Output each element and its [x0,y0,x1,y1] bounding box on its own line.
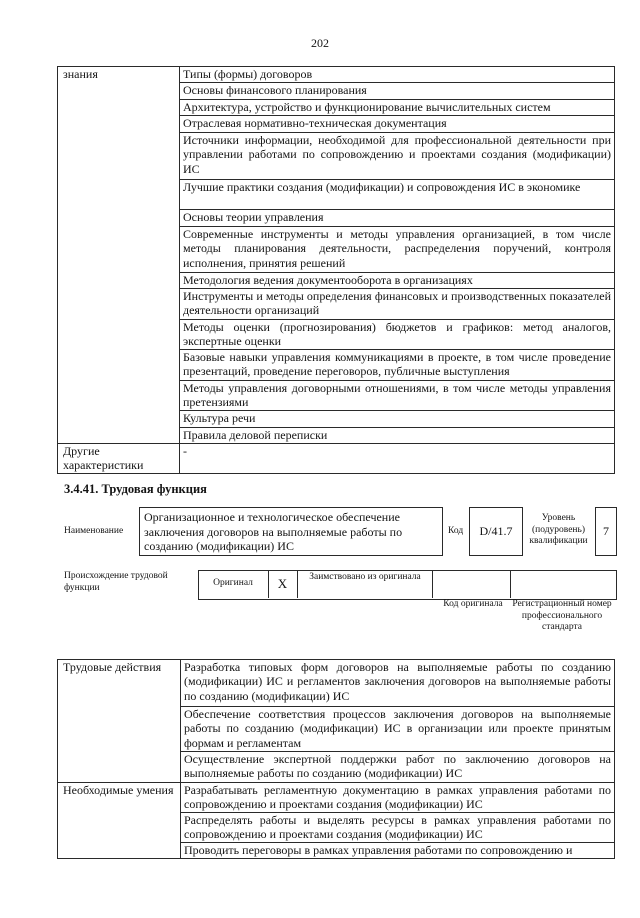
original-mark: X [277,576,288,591]
action-item: Осуществление экспертной поддержки работ по заключению договоров на выполняемые работы по созданию (модификации) ИС [181,752,615,783]
knowledge-item: Современные инструменты и методы управления организацией, в том числе методы планирования деятельности, распределения поручений, контроля исполнения, принятия решений [180,227,615,273]
action-item: Обеспечение соответствия процессов заключения договоров на выполняемые работы по созданию (модификации) ИС в организации или проекте принятым формам и регламентам [181,707,615,752]
skills-label: Необходимые умения [58,783,181,859]
knowledge-item: Культура речи [180,411,615,428]
knowledge-item: Основы теории управления [180,210,615,227]
skill-item: Распределять работы и выделять ресурсы в рамках управления работами по сопровождению и проектами создания (модификации) ИС [181,813,615,843]
borrowed-label: Заимствовано из оригинала [309,572,421,582]
knowledge-item: Методология ведения документооборота в организациях [180,273,615,289]
function-name-box [139,507,443,556]
knowledge-item: Отраслевая нормативно-техническая документация [180,116,615,133]
knowledge-item: Типы (формы) договоров [180,67,615,83]
origin-label: Происхождение трудовой функции [64,571,168,593]
other-characteristics-value: - [180,444,615,474]
action-item: Разработка типовых форм договоров на выполняемые работы по созданию (модификации) ИС и регламентов заключения договоров на выполняемые работы по созданию (модификации) ИС [181,660,615,707]
code-box [469,507,523,556]
code-label: Код [448,526,464,536]
knowledge-item: Правила деловой переписки [180,428,615,444]
knowledge-item: Архитектура, устройство и функционирование вычислительных систем [180,100,615,116]
skill-item: Проводить переговоры в рамках управления работами по сопровождению и [181,843,615,859]
code-value: D/41.7 [479,524,513,538]
skill-item: Разрабатывать регламентную документацию в рамках управления работами по сопровождению и проектами создания (модификации) ИС [181,783,615,813]
actions-label: Трудовые действия [58,660,181,783]
knowledge-item: Методы управления договорными отношениями, в том числе методы управления претензиями [180,381,615,411]
function-name-value: Организационное и технологическое обеспечение заключения договоров на выполняемые работы по созданию (модификации) ИС [144,510,403,553]
knowledge-item: Источники информации, необходимой для профессиональной деятельности при управлении работами по сопровождению и проектами создания (модификации) ИС [180,133,615,180]
origin-divider [432,570,433,598]
other-characteristics-label: Другие характеристики [58,444,180,474]
level-label: Уровень (подуровень) квалификации [529,513,588,546]
original-label: Оригинал [213,578,253,588]
origin-divider [297,570,298,598]
page-number: 202 [311,36,329,50]
level-box [595,507,617,556]
name-label: Наименование [64,526,124,536]
knowledge-label: знания [58,67,180,444]
code-original-caption: Код оригинала [443,599,503,609]
section-heading: 3.4.41. Трудовая функция [64,482,207,496]
knowledge-item: Методы оценки (прогнозирования) бюджетов и графиков: метод аналогов, экспертные оценки [180,320,615,350]
level-value: 7 [603,524,609,538]
knowledge-table [57,66,615,474]
knowledge-item: Лучшие практики создания (модификации) и сопровождения ИС в экономике [180,180,615,210]
knowledge-item: Базовые навыки управления коммуникациями в проекте, в том числе проведение презентаций, проведение переговоров, публичные выступления [180,350,615,381]
registration-number-caption: Регистрационный номер профессионального стандарта [512,599,612,632]
knowledge-item: Основы финансового планирования [180,83,615,100]
actions-table [57,659,615,859]
origin-divider [510,570,511,598]
knowledge-item: Инструменты и методы определения финансовых и производственных показателей деятельности организаций [180,289,615,320]
